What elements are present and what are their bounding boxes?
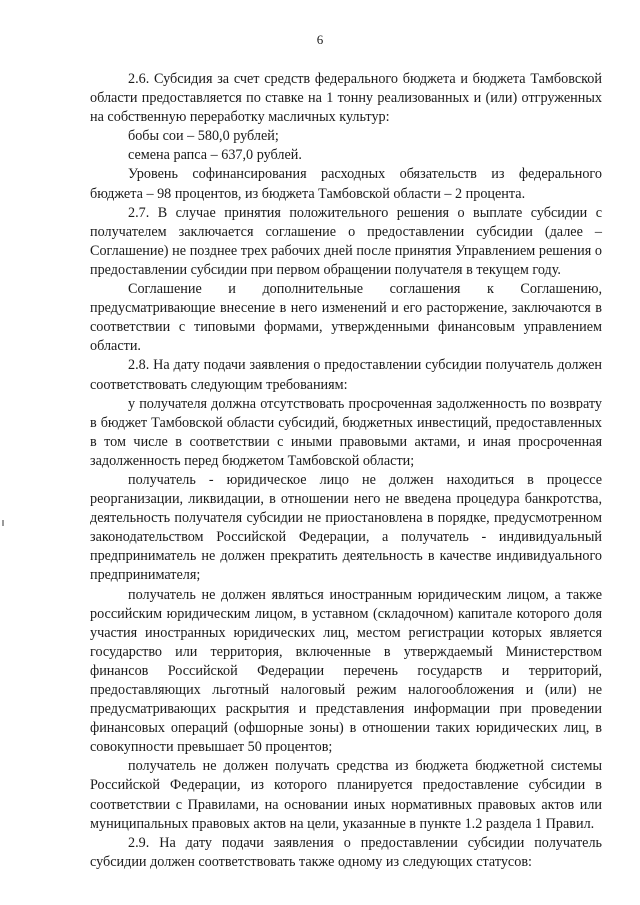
rate-rapeseed: семена рапса – 637,0 рублей. bbox=[128, 147, 302, 164]
paragraph-agreement: Соглашение и дополнительные соглашения к Соглашению, предусматривающие внесение в него изменений и его расторжение, заключаются в соответствии с типовыми формами, утвержденными финансовым управлением области. bbox=[90, 281, 602, 355]
document-body bbox=[90, 70, 602, 872]
paragraph-2-9: 2.9. На дату подачи заявления о предоставлении субсидии получатель субсидии должен соответствовать также одному из следующих статусов: bbox=[90, 834, 602, 870]
paragraph-2-8: 2.8. На дату подачи заявления о предоставлении субсидии получатель должен соответствовать следующим требованиям: bbox=[90, 357, 602, 393]
paragraph-2-6: 2.6. Субсидия за счет средств федерального бюджета и бюджета Тамбовской области предоставляется по ставке на 1 тонну реализованных и (или) отгруженных на собственную переработку масличных культур: bbox=[90, 71, 602, 126]
requirement-no-other-funds: получатель не должен получать средства из бюджета бюджетной системы Российской Федерации, из которого планируется предоставление субсидии в соответствии с Правилами, на основании иных нормативных правовых актов или муниципальных правовых актов на цели, указанные в пункте 1.2 раздела 1 Правил. bbox=[90, 758, 602, 832]
scan-edge-mark bbox=[2, 520, 4, 526]
requirement-no-reorganization: получатель - юридическое лицо не должен находиться в процессе реорганизации, ликвидации, в отношении него не введена процедура банкротства, деятельность получателя субсидии не приостановлена в порядке, предусмотренном законодательством Российской Федерации, а получатель - индивидуальный предприниматель не должен прекратить деятельность в качестве индивидуального предпринимателя; bbox=[90, 471, 602, 584]
paragraph-2-7: 2.7. В случае принятия положительного решения о выплате субсидии с получателем заключается соглашение о предоставлении субсидии (далее – Соглашение) не позднее трех рабочих дней после принятия Управлением решения о предоставлении субсидии при первом обращении получателя в текущем году. bbox=[90, 204, 602, 278]
requirement-not-foreign: получатель не должен являться иностранным юридическим лицом, а также российским юридическим лицом, в уставном (складочном) капитале которого доля участия иностранных юридических лиц, местом регистрации которых является государство или территория, включенные в утверждаемый Министерством финансов Российской Федерации перечень государств и территорий, предоставляющих льготный налоговый режим налогообложения и (или) не предусматривающих раскрытия и представления информации при проведении финансовых операций (офшорные зоны) в отношении таких юридических лиц, в совокупности превышает 50 процентов; bbox=[90, 586, 602, 756]
page-number: 6 bbox=[316, 32, 324, 47]
requirement-no-debt: у получателя должна отсутствовать просроченная задолженность по возврату в бюджет Тамбовской области субсидий, бюджетных инвестиций, предоставленных в том числе в соответствии с иными правовыми актами, и иная просроченная задолженность перед бюджетом Тамбовской области; bbox=[90, 395, 602, 469]
paragraph-cofinancing: Уровень софинансирования расходных обязательств из федерального бюджета – 98 процентов, из бюджета Тамбовской области – 2 процента. bbox=[90, 166, 602, 202]
rate-soybeans: бобы сои – 580,0 рублей; bbox=[128, 128, 279, 145]
